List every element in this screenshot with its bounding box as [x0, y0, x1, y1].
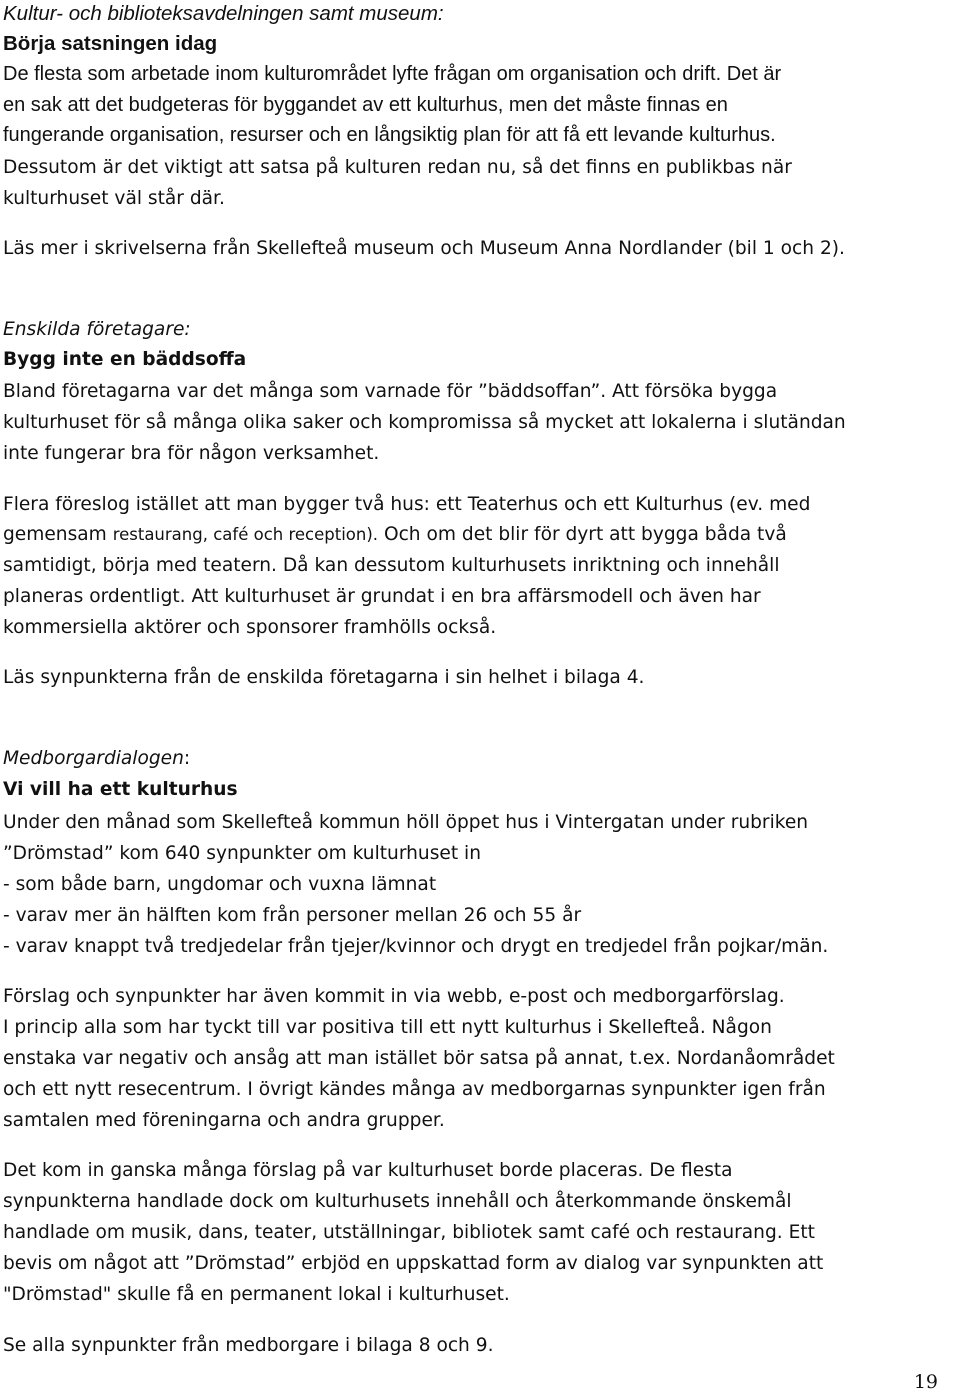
paragraph-line: Förslag och synpunkter har även kommit in via webb, e-post och medborgarförslag.: [3, 986, 785, 1007]
section-subheading-kulturhus: Vi vill ha ett kulturhus: [3, 779, 238, 800]
section-heading-kultur: Kultur- och biblioteksavdelningen samt museum:: [3, 2, 444, 25]
paragraph-line: Dessutom är det viktigt att satsa på kulturen redan nu, så det finns en publikbas när: [3, 157, 792, 178]
section-subheading-baddsoffa: Bygg inte en bäddsoffa: [3, 349, 247, 370]
list-item: - varav mer än hälften kom från personer mellan 26 och 55 år: [3, 905, 582, 926]
paragraph-line: kommersiella aktörer och sponsorer framhölls också.: [3, 617, 497, 638]
heading-colon: :: [183, 748, 191, 769]
paragraph-line: en sak att det budgeteras för byggandet av ett kulturhus, men det måste finnas en: [3, 94, 728, 116]
text-run: gemensam: [3, 524, 113, 545]
paragraph-line: Det kom in ganska många förslag på var kulturhuset borde placeras. De flesta: [3, 1160, 733, 1181]
paragraph-line: inte fungerar bra för någon verksamhet.: [3, 443, 380, 464]
paragraph-line: samtalen med föreningarna och andra grupper.: [3, 1110, 445, 1131]
paragraph-line: och ett nytt resecentrum. I övrigt kändes många av medborgarnas synpunkter igen från: [3, 1079, 826, 1100]
list-item: - som både barn, ungdomar och vuxna lämnat: [3, 874, 437, 895]
paragraph-line: bevis om något att ”Drömstad” erbjöd en uppskattad form av dialog var synpunkten att: [3, 1253, 824, 1274]
list-item: - varav knappt två tredjedelar från tjejer/kvinnor och drygt en tredjedel från pojkar/män.: [3, 936, 829, 957]
heading-text: Medborgardialogen: [3, 748, 184, 769]
paragraph-line: fungerande organisation, resurser och en långsiktig plan för att få ett levande kulturhus.: [3, 124, 776, 146]
text-run: Och om det blir för dyrt att bygga båda två: [378, 524, 787, 545]
paragraph-line: Flera föreslog istället att man bygger två hus: ett Teaterhus och ett Kulturhus (ev. med: [3, 494, 811, 515]
page-number: 19: [913, 1371, 938, 1393]
section-subheading-borja: Börja satsningen idag: [3, 32, 218, 55]
paragraph-line: Under den månad som Skellefteå kommun höll öppet hus i Vintergatan under rubriken: [3, 812, 809, 833]
paragraph-line-mixed: [3, 522, 787, 548]
paragraph-line: samtidigt, börja med teatern. Då kan dessutom kulturhusets inriktning och innehåll: [3, 555, 780, 576]
paragraph-line: De flesta som arbetade inom kulturområdet lyfte frågan om organisation och drift. Det är: [3, 63, 782, 85]
paragraph-line: ”Drömstad” kom 640 synpunkter om kulturhuset in: [3, 843, 481, 864]
read-more-link-text: Läs synpunkterna från de enskilda företagarna i sin helhet i bilaga 4.: [3, 667, 645, 688]
section-heading-foretagare: Enskilda företagare:: [3, 319, 191, 340]
paragraph-line: handlade om musik, dans, teater, utställningar, bibliotek samt café och restaurang. Ett: [3, 1222, 815, 1243]
read-more-link-text: Se alla synpunkter från medborgare i bilaga 8 och 9.: [3, 1335, 494, 1356]
paragraph-line: Bland företagarna var det många som varnade för ”bäddsoffan”. Att försöka bygga: [3, 381, 778, 402]
paragraph-line: kulturhuset väl står där.: [3, 188, 225, 209]
paragraph-line: enstaka var negativ och ansåg att man istället bör satsa på annat, t.ex. Nordanåområdet: [3, 1048, 835, 1069]
paragraph-line: I princip alla som har tyckt till var positiva till ett nytt kulturhus i Skellefteå. Någon: [3, 1017, 772, 1038]
read-more-link-text: Läs mer i skrivelserna från Skellefteå museum och Museum Anna Nordlander (bil 1 och 2).: [3, 238, 845, 259]
paragraph-line: "Drömstad" skulle få en permanent lokal i kulturhuset.: [3, 1284, 510, 1305]
paragraph-line: planeras ordentligt. Att kulturhuset är grundat i en bra affärsmodell och även har: [3, 586, 761, 607]
section-heading-medborgardialogen: [3, 746, 190, 772]
paragraph-line: synpunkterna handlade dock om kulturhusets innehåll och återkommande önskemål: [3, 1191, 792, 1212]
text-run-small: restaurang, café och reception).: [112, 525, 379, 544]
paragraph-line: kulturhuset för så många olika saker och kompromissa så mycket att lokalerna i slutändan: [3, 412, 846, 433]
